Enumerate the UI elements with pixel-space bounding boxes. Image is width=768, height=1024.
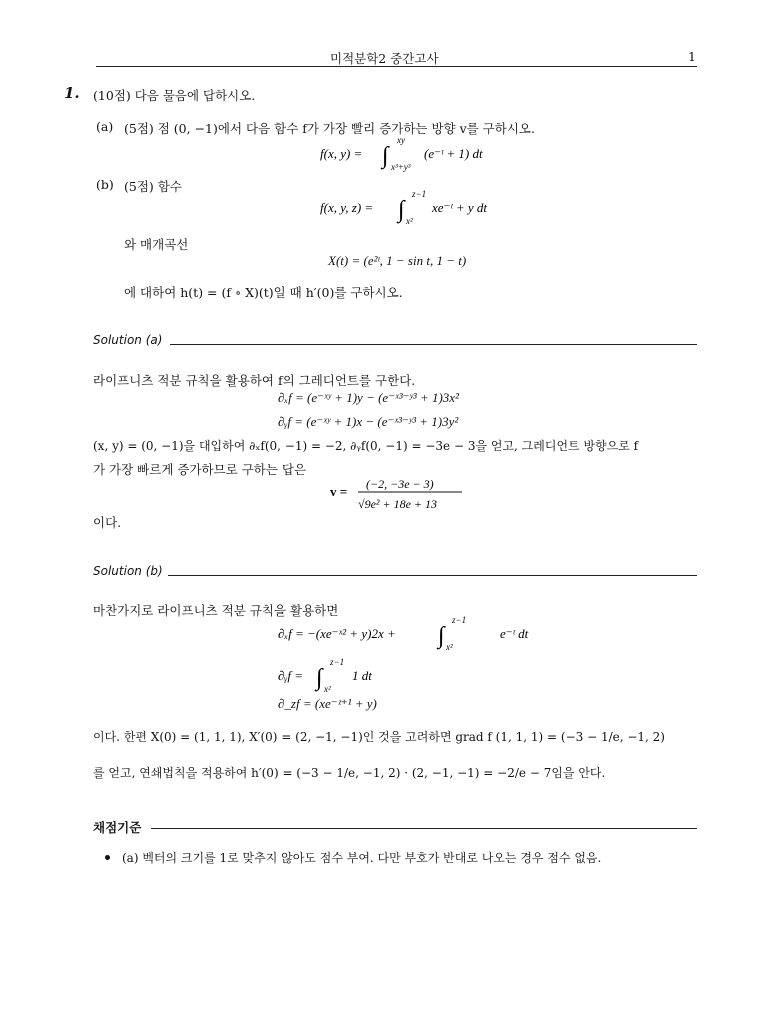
integral-lower-limit: x² xyxy=(406,216,413,226)
problem-intro: (10점) 다음 물음에 답하시오. xyxy=(93,88,256,103)
integral-upper-limit: z−1 xyxy=(452,615,467,625)
rubric-label: 채점기준 xyxy=(93,820,142,835)
formula-lhs: f(x, y) = xyxy=(320,146,363,161)
part-b-formula xyxy=(320,188,560,230)
solution-a-eq2: ∂ᵧf = (e⁻ˣʸ + 1)x − (e⁻ˣ³⁻ʸ³ + 1)3y² xyxy=(278,414,459,429)
integral-lower-limit: x² xyxy=(446,642,453,652)
part-a-formula xyxy=(320,134,560,174)
formula-lhs: f(x, y, z) = xyxy=(320,200,374,215)
integrand: (e⁻ᵗ + 1) dt xyxy=(424,146,483,161)
part-b-question: 에 대하여 h(t) = (f ∘ X)(t)일 때 h′(0)를 구하시오. xyxy=(124,285,403,300)
solution-b-line1: 이다. 한편 X(0) = (1, 1, 1), X′(0) = (2, −1, −1)인 것을 고려하면 grad f (1, 1, 1) = (−3 − 1/e, −1, 2) xyxy=(93,730,665,744)
integrand: e⁻ᵗ dt xyxy=(500,626,529,641)
solution-b-eq2 xyxy=(278,656,438,698)
solution-a-answer xyxy=(330,473,470,515)
problem-number: 1. xyxy=(64,84,80,102)
solution-a-line2: 가 가장 빠르게 증가하므로 구하는 답은 xyxy=(93,462,307,477)
page-number: 1 xyxy=(688,49,696,64)
integral-upper-limit: z−1 xyxy=(330,657,345,667)
part-a-label: (a) xyxy=(96,119,114,134)
solution-b-label: Solution (b) xyxy=(93,564,163,578)
part-b-text: (5점) 함수 xyxy=(124,179,182,194)
integrand: xe⁻ᵗ + y dt xyxy=(432,200,487,215)
part-b-curve-text: 와 매개곡선 xyxy=(124,237,189,252)
solution-b-rule xyxy=(168,575,697,576)
solution-b-line2: 를 얻고, 연쇄법칙을 적용하여 h′(0) = (−3 − 1/e, −1, 2) · (2, −1, −1) = −2/e − 7임을 안다. xyxy=(93,766,606,780)
integral-lower-limit: x² xyxy=(324,684,331,694)
integral-sign: ∫ xyxy=(438,623,445,649)
integral-upper-limit: xy xyxy=(397,135,405,145)
rubric-rule xyxy=(151,828,697,829)
integral-sign: ∫ xyxy=(382,143,389,169)
eq-lhs: ∂ᵧf = xyxy=(278,668,304,683)
answer-lhs: v = xyxy=(330,484,348,499)
part-b-label: (b) xyxy=(96,177,114,192)
rubric-item: (a) 벡터의 크기를 1로 맞추지 않아도 점수 부여. 다만 부호가 반대로 나오는 경우 점수 없음. xyxy=(122,851,602,865)
part-a-text: (5점) 점 (0, −1)에서 다음 함수 f가 가장 빨리 증가하는 방향 v를 구하시오. xyxy=(124,121,535,136)
solution-a-rule xyxy=(170,344,697,345)
rubric-bullet xyxy=(105,855,110,860)
integral-upper-limit: z−1 xyxy=(412,189,427,199)
page-header-title: 미적분학2 중간고사 xyxy=(330,51,439,66)
part-b-curve: X(t) = (e²ᵗ, 1 − sin t, 1 − t) xyxy=(328,253,467,268)
solution-b-eq3: ∂_zf = (xe⁻ᶻ⁺¹ + y) xyxy=(278,696,377,711)
solution-a-label: Solution (a) xyxy=(93,333,163,347)
solution-a-end: 이다. xyxy=(93,515,122,530)
solution-a-eq1: ∂ₓf = (e⁻ˣʸ + 1)y − (e⁻ˣ³⁻ʸ³ + 1)3x² xyxy=(278,390,459,405)
fraction-denominator: √9e² + 18e + 13 xyxy=(358,497,438,511)
eq-lhs: ∂ₓf = −(xe⁻ˣ² + y)2x + xyxy=(278,626,396,641)
integral-lower-limit: x³+y³ xyxy=(391,162,411,172)
header-rule xyxy=(96,66,697,67)
integrand: 1 dt xyxy=(352,668,372,683)
fraction-numerator: (−2, −3e − 3) xyxy=(366,477,434,491)
integral-sign: ∫ xyxy=(398,197,405,223)
solution-a-intro: 라이프니츠 적분 규칙을 활용하여 f의 그레디언트를 구한다. xyxy=(93,373,416,388)
integral-sign: ∫ xyxy=(316,665,323,691)
solution-a-line1: (x, y) = (0, −1)을 대입하여 ∂ₓf(0, −1) = −2, ∂ᵧf(0, −1) = −3e − 3을 얻고, 그레디언트 방향으로 f xyxy=(93,439,639,453)
solution-b-intro: 마찬가지로 라이프니츠 적분 규칙을 활용하면 xyxy=(93,603,339,618)
solution-b-eq1 xyxy=(278,614,538,656)
